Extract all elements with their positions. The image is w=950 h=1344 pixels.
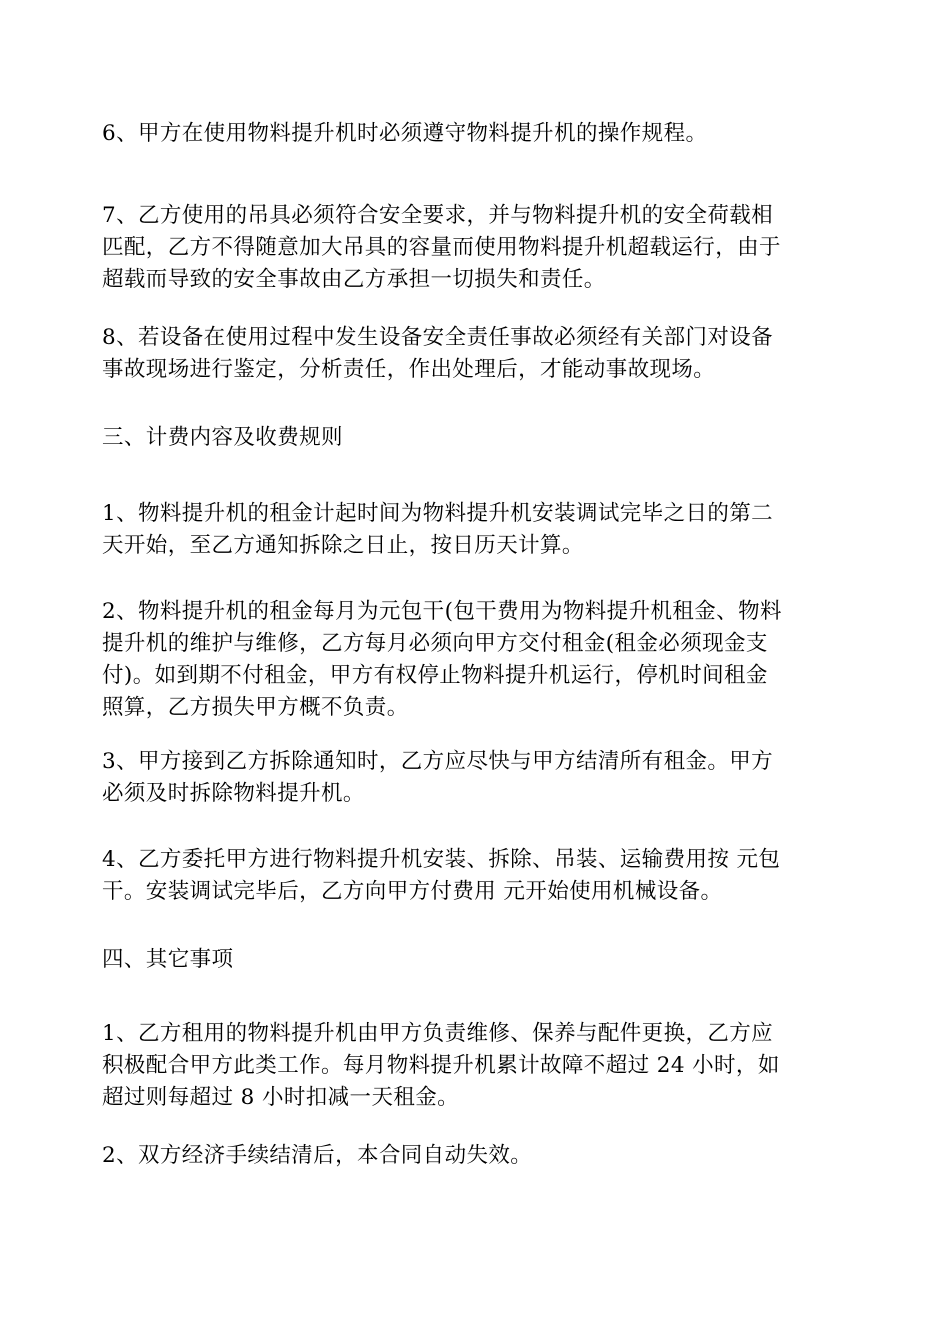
section-heading-3	[102, 422, 343, 454]
fee-clause-4	[102, 844, 780, 908]
text-line: 干。安装调试完毕后，乙方向甲方付费用 元开始使用机械设备。	[102, 879, 723, 904]
text-line: 超载而导致的安全事故由乙方承担一切损失和责任。	[102, 267, 606, 292]
other-clause-2	[102, 1140, 532, 1172]
text-line: 3、甲方接到乙方拆除通知时，乙方应尽快与甲方结清所有租金。甲方	[102, 749, 774, 774]
text-line: 4、乙方委托甲方进行物料提升机安装、拆除、吊装、运输费用按 元包	[102, 847, 781, 872]
other-clause-1	[102, 1018, 780, 1114]
clause-6	[102, 118, 707, 150]
text-line: 必须及时拆除物料提升机。	[102, 781, 365, 806]
fee-clause-1	[102, 498, 773, 562]
text-line: 积极配合甲方此类工作。每月物料提升机累计故障不超过 24 小时，如	[102, 1053, 780, 1078]
text-line: 超过则每超过 8 小时扣减一天租金。	[102, 1085, 460, 1110]
text-line: 2、双方经济手续结清后，本合同自动失效。	[102, 1143, 533, 1168]
text-line: 7、乙方使用的吊具必须符合安全要求，并与物料提升机的安全荷载相	[102, 203, 774, 228]
text-line: 事故现场进行鉴定，分析责任，作出处理后，才能动事故现场。	[102, 357, 716, 382]
text-line: 三、计费内容及收费规则	[102, 425, 343, 450]
text-line: 天开始，至乙方通知拆除之日止，按日历天计算。	[102, 533, 584, 558]
fee-clause-3	[102, 746, 773, 810]
section-heading-4	[102, 944, 233, 976]
text-line: 6、甲方在使用物料提升机时必须遵守物料提升机的操作规程。	[102, 121, 708, 146]
text-line: 付)。如到期不付租金，甲方有权停止物料提升机运行，停机时间租金	[102, 663, 768, 688]
clause-7	[102, 200, 781, 296]
text-line: 8、若设备在使用过程中发生设备安全责任事故必须经有关部门对设备	[102, 325, 774, 350]
text-line: 1、乙方租用的物料提升机由甲方负责维修、保养与配件更换，乙方应	[102, 1021, 774, 1046]
text-line: 匹配，乙方不得随意加大吊具的容量而使用物料提升机超载运行，由于	[102, 235, 781, 260]
text-line: 提升机的维护与维修，乙方每月必须向甲方交付租金(租金必须现金支	[102, 631, 768, 656]
text-line: 四、其它事项	[102, 947, 234, 972]
text-line: 2、物料提升机的租金每月为元包干(包干费用为物料提升机租金、物料	[102, 599, 782, 624]
text-line: 1、物料提升机的租金计起时间为物料提升机安装调试完毕之日的第二	[102, 501, 774, 526]
clause-8	[102, 322, 773, 386]
fee-clause-2	[102, 596, 782, 724]
text-line: 照算，乙方损失甲方概不负责。	[102, 695, 409, 720]
